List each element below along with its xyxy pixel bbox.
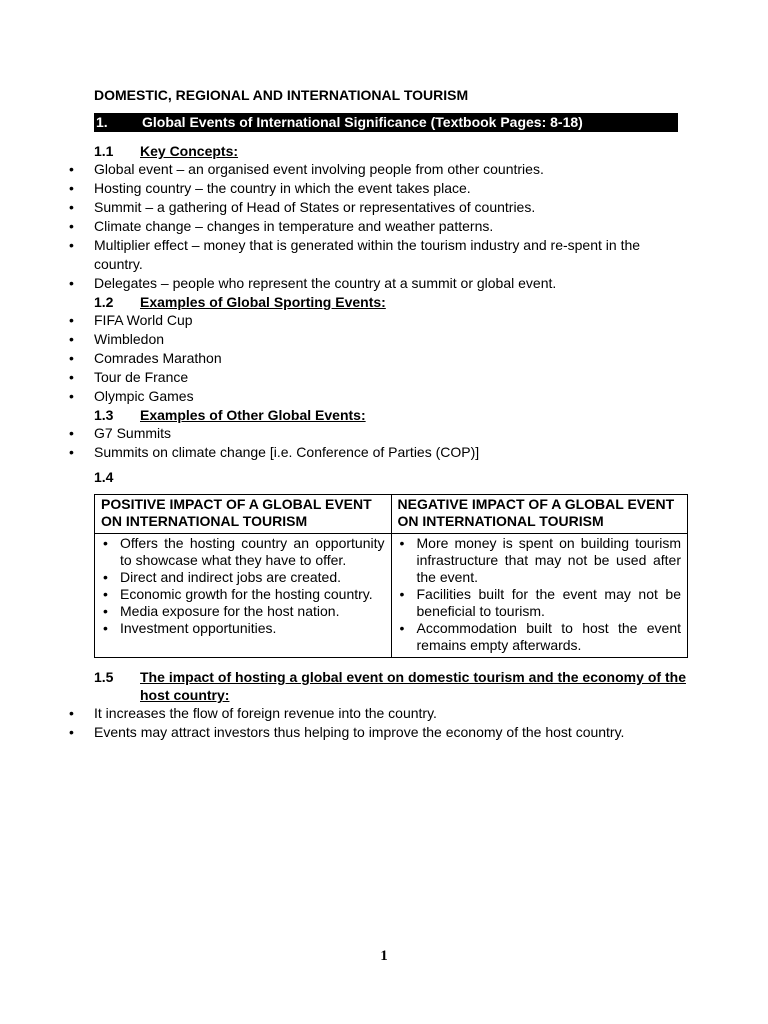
bullet-icon: •: [103, 620, 108, 636]
list-item: • Comrades Marathon: [69, 350, 222, 366]
other-events-list: [69, 424, 686, 462]
list-item: • Summits on climate change [i.e. Conference of Parties (COP)]: [69, 444, 480, 460]
table-row: [95, 534, 688, 658]
list-item: • FIFA World Cup: [69, 312, 193, 328]
list-item: • Media exposure for the host nation.: [103, 603, 340, 619]
section-title: Examples of Other Global Events:: [140, 407, 366, 423]
section-1-1-heading: [94, 142, 686, 160]
bullet-icon: •: [69, 312, 74, 328]
bullet-icon: •: [69, 161, 74, 177]
section-1-number: 1.: [96, 114, 108, 130]
list-item: • Facilities built for the event may not be beneficial to tourism.: [399, 586, 681, 619]
list-item: • Summit – a gathering of Head of States or representatives of countries.: [69, 199, 536, 215]
section-number: 1.1: [94, 143, 114, 159]
positive-impact-cell: [95, 534, 392, 658]
impact-table: [94, 494, 688, 658]
list-item: • Olympic Games: [69, 388, 194, 404]
list-item: • Delegates – people who represent the country at a summit or global event.: [69, 275, 557, 291]
bullet-icon: •: [399, 620, 405, 636]
section-1-banner: [94, 113, 678, 132]
bullet-icon: •: [69, 180, 74, 196]
list-item: • Investment opportunities.: [103, 620, 277, 636]
negative-impact-header: NEGATIVE IMPACT OF A GLOBAL EVENT ON INTERNATIONAL TOURISM: [391, 495, 688, 534]
bullet-icon: •: [399, 586, 405, 602]
bullet-icon: •: [69, 369, 74, 385]
list-item: • Economic growth for the hosting country.: [103, 586, 373, 602]
bullet-icon: •: [69, 425, 74, 441]
negative-impact-cell: [391, 534, 688, 658]
bullet-icon: •: [69, 724, 74, 740]
bullet-icon: •: [69, 218, 74, 234]
document-page: [69, 86, 686, 742]
list-item: • It increases the flow of foreign revenue into the country.: [69, 705, 437, 721]
section-1-5-heading: [94, 668, 686, 704]
bullet-icon: •: [69, 331, 74, 347]
list-item: • Wimbledon: [69, 331, 165, 347]
list-item: • Climate change – changes in temperature and weather patterns.: [69, 218, 494, 234]
bullet-icon: •: [69, 237, 74, 253]
bullet-icon: •: [69, 199, 74, 215]
bullet-icon: •: [103, 535, 108, 551]
host-impact-list: [69, 704, 686, 742]
bullet-icon: •: [69, 444, 74, 460]
section-1-4-number: 1.4: [94, 469, 114, 485]
bullet-icon: •: [103, 586, 108, 602]
bullet-icon: •: [69, 705, 74, 721]
list-item: • Global event – an organised event involving people from other countries.: [69, 161, 544, 177]
list-item: • Offers the hosting country an opportunity to showcase what they have to offer.: [103, 535, 385, 568]
bullet-icon: •: [399, 535, 405, 551]
bullet-icon: •: [69, 388, 74, 404]
list-item: • Direct and indirect jobs are created.: [103, 569, 341, 585]
list-item: • G7 Summits: [69, 425, 172, 441]
list-item: • Multiplier effect – money that is generated within the tourism industry and re-spent in the country.: [69, 237, 641, 272]
list-item: • Accommodation built to host the event remains empty afterwards.: [399, 620, 681, 653]
list-item: • More money is spent on building tourism infrastructure that may not be used after the event.: [399, 535, 681, 585]
list-item: • Tour de France: [69, 369, 189, 385]
section-number: 1.3: [94, 407, 114, 423]
table-header-row: [95, 495, 688, 534]
section-title: Key Concepts:: [140, 143, 239, 159]
page-number: 1: [380, 948, 388, 964]
bullet-icon: •: [69, 275, 74, 291]
list-item: • Events may attract investors thus helping to improve the economy of the host country.: [69, 724, 625, 740]
document-title: DOMESTIC, REGIONAL AND INTERNATIONAL TOURISM: [94, 87, 469, 103]
section-title: The impact of hosting a global event on domestic tourism and the economy of the host country:: [140, 669, 686, 703]
bullet-icon: •: [103, 603, 108, 619]
key-concepts-list: [69, 160, 686, 293]
section-1-2-heading: [94, 293, 686, 311]
section-1-3-heading: [94, 406, 686, 424]
sporting-events-list: [69, 311, 686, 406]
section-number: 1.5: [94, 669, 114, 685]
bullet-icon: •: [103, 569, 108, 585]
bullet-icon: •: [69, 350, 74, 366]
section-title: Examples of Global Sporting Events:: [140, 294, 386, 310]
list-item: • Hosting country – the country in which the event takes place.: [69, 180, 471, 196]
section-number: 1.2: [94, 294, 114, 310]
section-1-title: Global Events of International Significance (Textbook Pages: 8-18): [142, 114, 583, 130]
positive-impact-header: POSITIVE IMPACT OF A GLOBAL EVENT ON INTERNATIONAL TOURISM: [95, 495, 392, 534]
